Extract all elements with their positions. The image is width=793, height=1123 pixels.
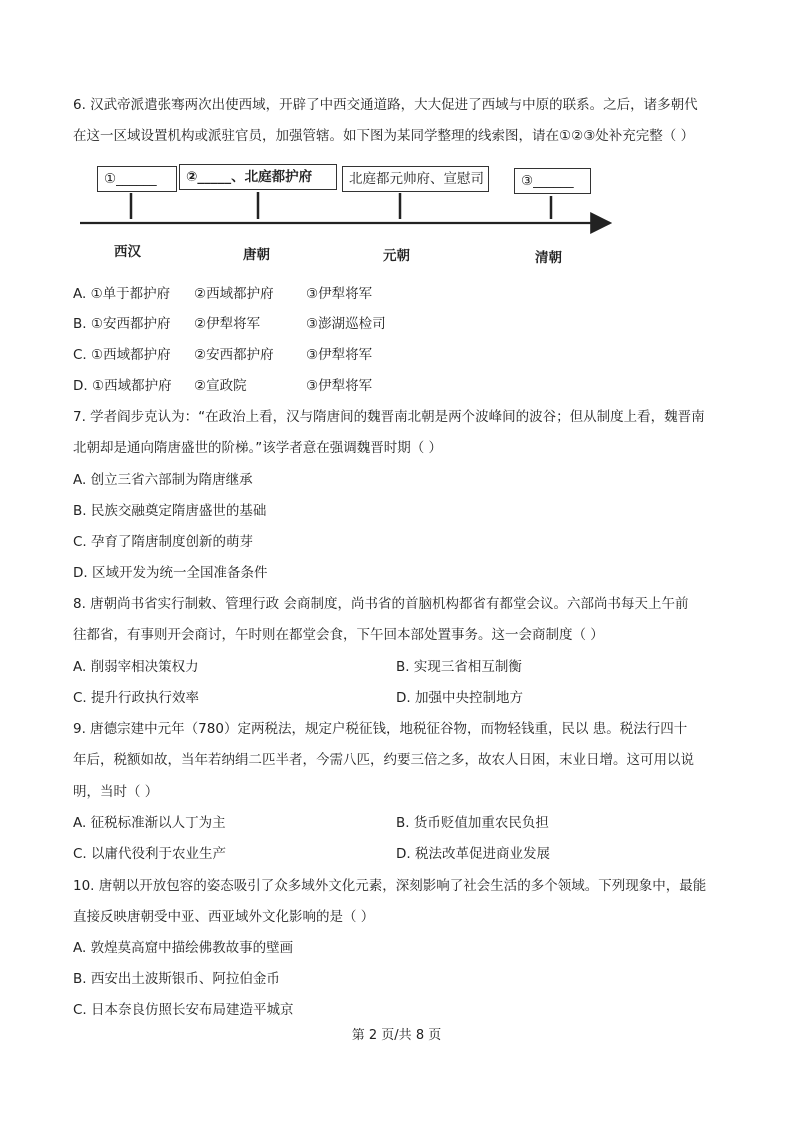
q7-stem-line1: 7. 学者阎步克认为：“在政治上看，汉与隋唐间的魏晋南北朝是两个波峰间的波谷；但从制度上看，魏晋南: [73, 409, 705, 425]
q6-option-b-2: ②伊犁将军: [194, 316, 261, 332]
q10-option-b[interactable]: B. 西安出土波斯银币、阿拉伯金币: [73, 971, 280, 987]
timeline-era-qing: 清朝: [535, 250, 562, 266]
q10-stem-line2: 直接反映唐朝受中亚、西亚域外文化影响的是（ ）: [73, 909, 375, 925]
q6-option-a[interactable]: [73, 284, 373, 304]
q9-option-a[interactable]: A. 征税标准渐以人丁为主: [73, 815, 226, 831]
q6-option-b-3: ③澎湖巡检司: [306, 316, 386, 332]
timeline-box-4-text: ③______: [521, 173, 574, 189]
timeline-box-2: [179, 164, 337, 190]
q7-option-d[interactable]: D. 区域开发为统一全国准备条件: [73, 565, 268, 581]
q7-option-a[interactable]: A. 创立三省六部制为隋唐继承: [73, 472, 253, 488]
q9-stem-line3: 明，当时（ ）: [73, 784, 159, 800]
q10-stem-line1: 10. 唐朝以开放包容的姿态吸引了众多域外文化元素，深刻影响了社会生活的多个领域。下列现象中，最能: [73, 878, 707, 894]
q6-option-a-1: A. ①单于都护府: [73, 286, 171, 302]
timeline-era-tang: 唐朝: [243, 247, 270, 263]
timeline-box-3-text: 北庭都元帅府、宣慰司: [349, 171, 484, 187]
timeline-box-4: [514, 168, 591, 194]
q6-option-c-1: C. ①西域都护府: [73, 347, 171, 363]
timeline-era-xihan: 西汉: [114, 244, 141, 260]
q6-option-d[interactable]: [73, 376, 373, 396]
q7-option-c[interactable]: C. 孕育了隋唐制度创新的萌芽: [73, 534, 254, 550]
q10-option-c[interactable]: C. 日本奈良仿照长安布局建造平城京: [73, 1002, 294, 1018]
q8-stem-line1: 8. 唐朝尚书省实行制敕、管理行政 会商制度，尚书省的首脑机构都省有都堂会议。六部尚书每天上午前: [73, 596, 689, 612]
q8-stem-line2: 往都省，有事则开会商讨，午时则在都堂会食，下午回本部处置事务。这一会商制度（ ）: [73, 627, 604, 643]
q6-option-d-1: D. ①西域都护府: [73, 378, 172, 394]
q6-stem-line2: 在这一区域设置机构或派驻官员，加强管辖。如下图为某同学整理的线索图，请在①②③处补充完整（ ）: [73, 128, 695, 144]
q6-option-d-3: ③伊犁将军: [306, 378, 373, 394]
timeline-box-1-text: ①______: [104, 171, 157, 187]
q6-option-c-3: ③伊犁将军: [306, 347, 373, 363]
page-number: 第 2 页/共 8 页: [351, 1028, 442, 1043]
q8-option-a[interactable]: A. 削弱宰相决策权力: [73, 659, 199, 675]
timeline-box-1: [97, 166, 177, 192]
q6-option-a-3: ③伊犁将军: [306, 286, 373, 302]
q6-option-b[interactable]: [73, 314, 386, 334]
q9-stem-line1: 9. 唐德宗建中元年（780）定两税法，规定户税征钱，地税征谷物，而物轻钱重，民以 患。税法行四十: [73, 721, 688, 737]
q8-option-b[interactable]: B. 实现三省相互制衡: [396, 659, 522, 675]
q6-option-b-1: B. ①安西都护府: [73, 316, 171, 332]
q6-option-c-2: ②安西都护府: [194, 347, 274, 363]
q9-option-c[interactable]: C. 以庸代役利于农业生产: [73, 846, 227, 862]
q7-option-b[interactable]: B. 民族交融奠定隋唐盛世的基础: [73, 503, 267, 519]
q8-option-d[interactable]: D. 加强中央控制地方: [396, 690, 523, 706]
q6-option-d-2: ②宣政院: [194, 378, 247, 394]
q8-option-c[interactable]: C. 提升行政执行效率: [73, 690, 200, 706]
timeline-box-2-text: ②_____、北庭都护府: [186, 169, 313, 185]
q10-option-a[interactable]: A. 敦煌莫高窟中描绘佛教故事的壁画: [73, 940, 294, 956]
q9-option-b[interactable]: B. 货币贬值加重农民负担: [396, 815, 549, 831]
q6-option-c[interactable]: [73, 345, 373, 365]
q6-stem-line1: 6. 汉武帝派遣张骞两次出使西域，开辟了中西交通道路，大大促进了西域与中原的联系。之后，诸多朝代: [73, 97, 698, 113]
timeline-box-3: [342, 166, 489, 192]
q9-option-d[interactable]: D. 税法改革促进商业发展: [396, 846, 550, 862]
timeline-era-yuan: 元朝: [383, 248, 410, 264]
q9-stem-line2: 年后，税额如故，当年若纳绢二匹半者，今需八匹，约要三倍之多，故农人日困，末业日增。这可用以说: [73, 752, 694, 768]
q7-stem-line2: 北朝却是通向隋唐盛世的阶梯。”该学者意在强调魏晋时期（ ）: [73, 440, 443, 456]
q6-option-a-2: ②西域都护府: [194, 286, 274, 302]
